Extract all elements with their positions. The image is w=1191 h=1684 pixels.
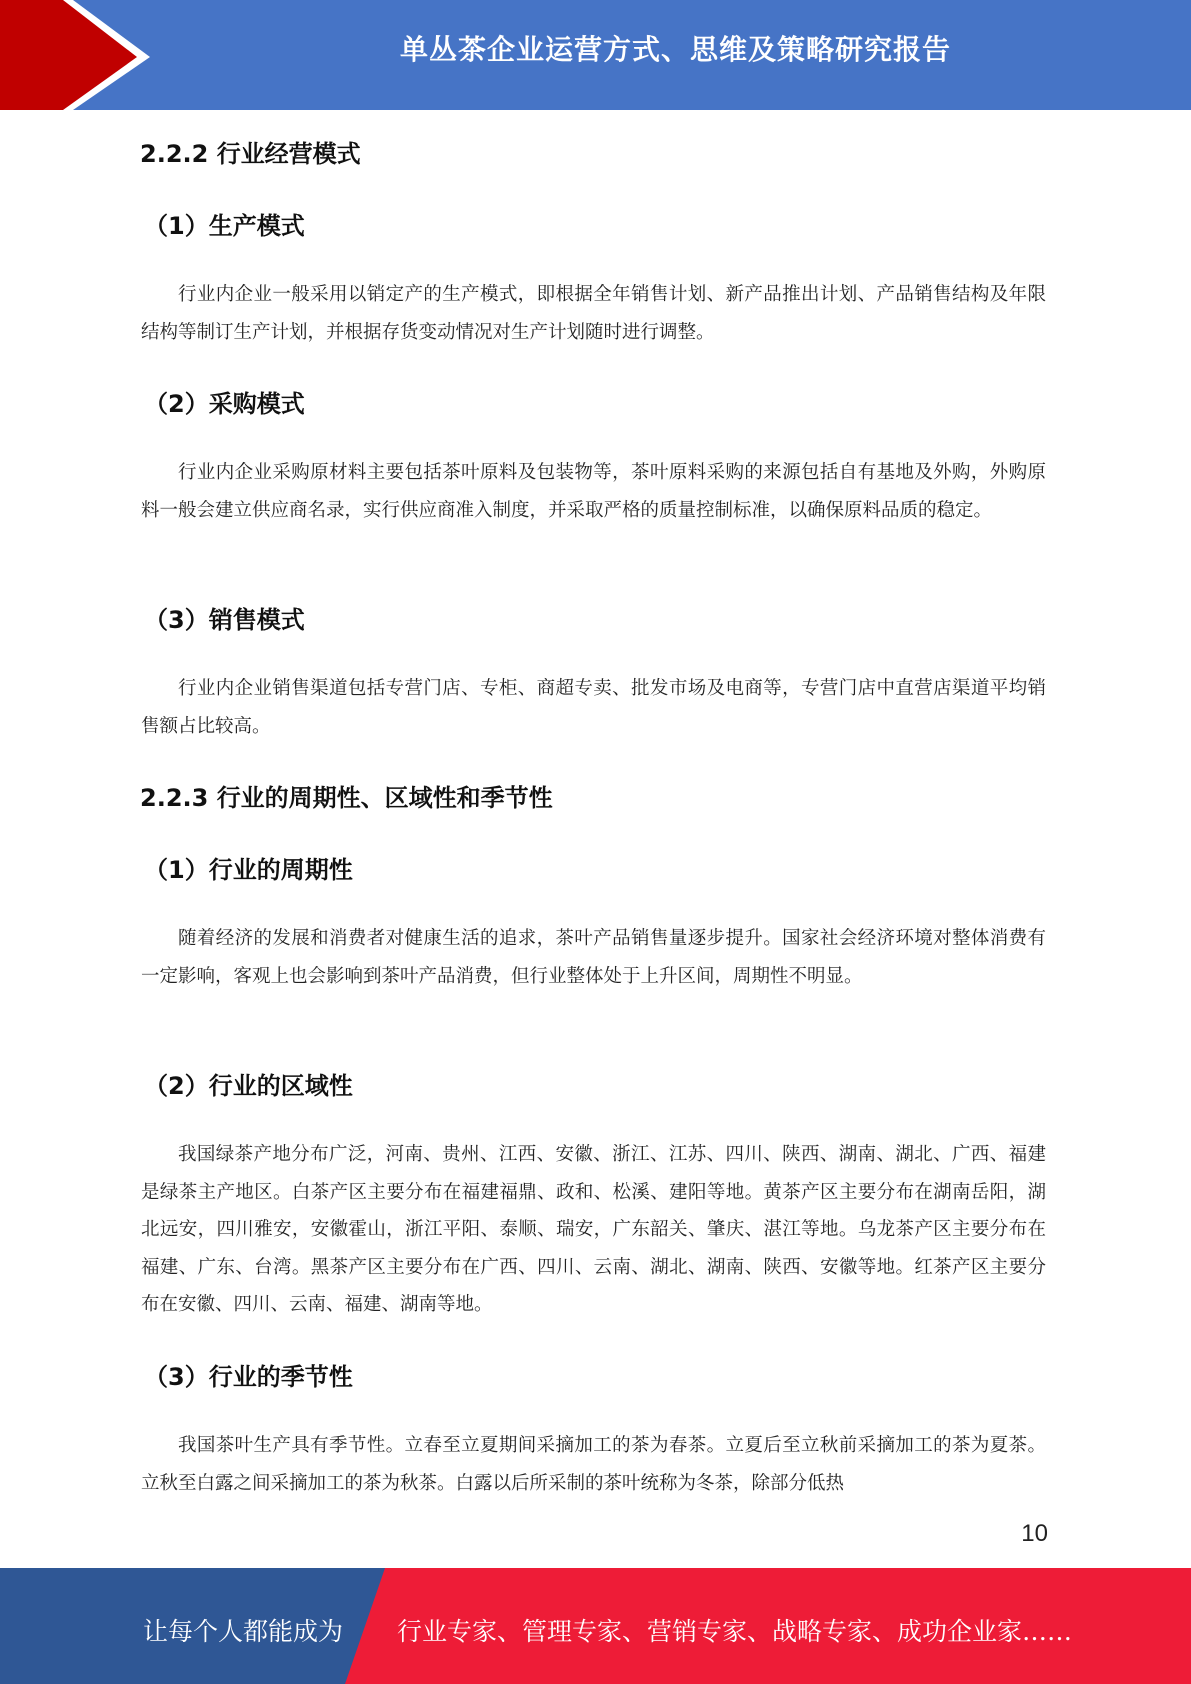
subheading-production-mode: （1）生产模式 xyxy=(144,212,305,240)
subheading-cyclicality: （1）行业的周期性 xyxy=(144,856,353,884)
footer-slogan-right: 行业专家、管理专家、营销专家、战略专家、成功企业家…… xyxy=(397,1617,1073,1646)
paragraph-production-mode: 行业内企业一般采用以销定产的生产模式，即根据全年销售计划、新产品推出计划、产品销售结构及年限结构等制订生产计划，并根据存货变动情况对生产计划随时进行调整。 xyxy=(141,284,1046,343)
report-title: 单丛茶企业运营方式、思维及策略研究报告 xyxy=(399,33,951,66)
footer-slogan-left: 让每个人都能成为 xyxy=(143,1617,344,1646)
subheading-seasonality: （3）行业的季节性 xyxy=(144,1363,353,1391)
paragraph-regionality: 我国绿茶产地分布广泛，河南、贵州、江西、安徽、浙江、江苏、四川、陕西、湖南、湖北、广西、福建是绿茶主产地区。白茶产区主要分布在福建福鼎、政和、松溪、建阳等地。黄茶产区主要分布在湖南岳阳，湖北远安，四川雅安，安徽霍山，浙江平阳、泰顺、瑞安，广东韶关、肇庆、湛江等地。乌龙茶产区主要分布在福建、广东、台湾。黑茶产区主要分布在广西、四川、云南、湖北、湖南、陕西、安徽等地。红茶产区主要分布在安徽、四川、云南、福建、湖南等地。 xyxy=(141,1144,1046,1315)
section-heading-2-2-2: 2.2.2 行业经营模式 xyxy=(140,140,361,168)
paragraph-procurement-mode: 行业内企业采购原材料主要包括茶叶原料及包装物等，茶叶原料采购的来源包括自有基地及外购，外购原料一般会建立供应商名录，实行供应商准入制度，并采取严格的质量控制标准，以确保原料品质的稳定。 xyxy=(141,462,1046,521)
subheading-sales-mode: （3）销售模式 xyxy=(144,606,305,634)
header-arrow-decoration xyxy=(0,0,160,110)
page-footer xyxy=(0,1568,1191,1684)
section-heading-2-2-3: 2.2.3 行业的周期性、区域性和季节性 xyxy=(140,784,553,812)
paragraph-cyclicality: 随着经济的发展和消费者对健康生活的追求，茶叶产品销售量逐步提升。国家社会经济环境对整体消费有一定影响，客观上也会影响到茶叶产品消费，但行业整体处于上升区间，周期性不明显。 xyxy=(141,928,1046,987)
page-number: 10 xyxy=(1021,1520,1048,1547)
paragraph-seasonality: 我国茶叶生产具有季节性。立春至立夏期间采摘加工的茶为春茶。立夏后至立秋前采摘加工的茶为夏茶。立秋至白露之间采摘加工的茶为秋茶。白露以后所采制的茶叶统称为冬茶，除部分低热 xyxy=(141,1435,1046,1494)
subheading-procurement-mode: （2）采购模式 xyxy=(144,390,305,418)
page-header xyxy=(0,0,1191,110)
paragraph-sales-mode: 行业内企业销售渠道包括专营门店、专柜、商超专卖、批发市场及电商等，专营门店中直营店渠道平均销售额占比较高。 xyxy=(141,678,1046,737)
subheading-regionality: （2）行业的区域性 xyxy=(144,1072,353,1100)
